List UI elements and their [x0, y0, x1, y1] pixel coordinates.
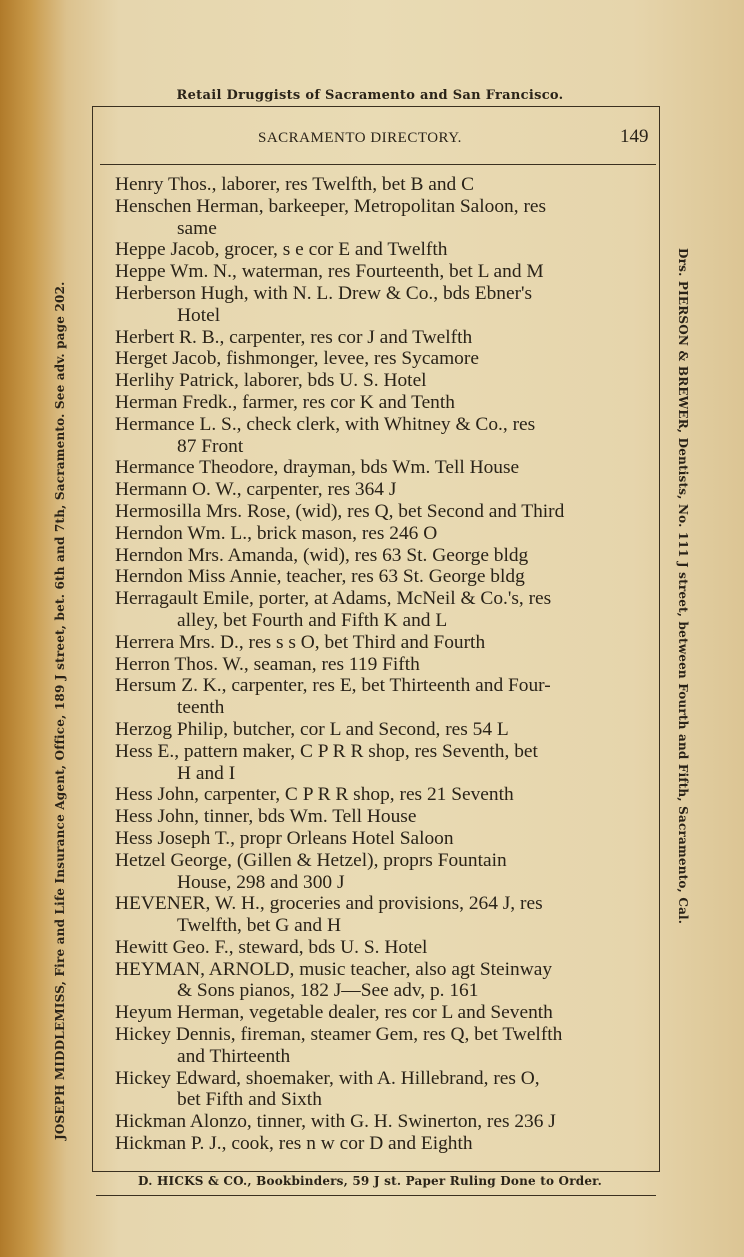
entry-line: Hermosilla Mrs. Rose, (wid), res Q, bet Second and Third	[115, 500, 565, 522]
directory-entry	[115, 1111, 645, 1133]
directory-entry	[115, 327, 645, 349]
directory-entry	[115, 501, 645, 523]
running-header-title: SACRAMENTO DIRECTORY.	[258, 130, 462, 146]
directory-entry	[115, 654, 645, 676]
directory-entry	[115, 632, 645, 654]
entry-line: Hickey Edward, shoemaker, with A. Hillebrand, res O,	[115, 1067, 540, 1089]
directory-entry	[115, 174, 645, 196]
bottom-advertisement-banner: D. HICKS & CO., Bookbinders, 59 J st. Paper Ruling Done to Order.	[138, 1174, 602, 1188]
entry-continuation-line: and Thirteenth	[177, 1045, 291, 1067]
entry-line: Hickman Alonzo, tinner, with G. H. Swinerton, res 236 J	[115, 1111, 556, 1133]
entry-line: Herndon Mrs. Amanda, (wid), res 63 St. George bldg	[115, 544, 529, 566]
directory-entry	[115, 741, 645, 785]
entry-line: Hess John, tinner, bds Wm. Tell House	[115, 806, 417, 828]
entry-line: Herberson Hugh, with N. L. Drew & Co., bds Ebner's	[115, 282, 533, 304]
entry-line: Hess Joseph T., propr Orleans Hotel Saloon	[115, 827, 454, 849]
entry-line: Hess John, carpenter, C P R R shop, res 21 Seventh	[115, 784, 514, 806]
entry-line: Hickman P. J., cook, res n w cor D and Eighth	[115, 1133, 473, 1155]
directory-entry	[115, 370, 645, 392]
entry-line: Hetzel George, (Gillen & Hetzel), proprs Fountain	[115, 849, 507, 871]
entry-line: Herlihy Patrick, laborer, bds U. S. Hotel	[115, 370, 427, 392]
directory-entry	[115, 1024, 645, 1068]
entry-continuation-line: Twelfth, bet G and H	[177, 915, 341, 937]
directory-entry	[115, 1002, 645, 1024]
entry-line: Herndon Wm. L., brick mason, res 246 O	[115, 522, 438, 544]
header-rule	[100, 164, 656, 165]
entry-continuation-line: teenth	[177, 697, 225, 719]
entry-line: Henry Thos., laborer, res Twelfth, bet B and C	[115, 174, 475, 195]
directory-entry	[115, 806, 645, 828]
left-margin-advertisement: JOSEPH MIDDLEMISS, Fire and Life Insurance Agent, Office, 189 J street, bet. 6th and 7th, Sacramento. See adv. page 202.	[53, 281, 67, 1140]
directory-entry	[115, 828, 645, 850]
entry-line: Herbert R. B., carpenter, res cor J and Twelfth	[115, 326, 473, 348]
entry-continuation-line: Hotel	[177, 304, 221, 326]
entry-continuation-line: House, 298 and 300 J	[177, 871, 345, 893]
entry-line: Hermann O. W., carpenter, res 364 J	[115, 479, 397, 501]
entry-line: Herron Thos. W., seaman, res 119 Fifth	[115, 653, 420, 675]
top-advertisement-banner: Retail Druggists of Sacramento and San Francisco.	[176, 88, 564, 103]
entry-line: Henschen Herman, barkeeper, Metropolitan Saloon, res	[115, 195, 547, 217]
entry-line: HEVENER, W. H., groceries and provisions, 264 J, res	[115, 893, 543, 915]
directory-entry	[115, 959, 645, 1003]
entry-continuation-line: alley, bet Fourth and Fifth K and L	[177, 609, 448, 631]
directory-entry	[115, 239, 645, 261]
entry-continuation-line: 87 Front	[177, 435, 244, 457]
directory-entry	[115, 588, 645, 632]
entry-line: HEYMAN, ARNOLD, music teacher, also agt Steinway	[115, 958, 553, 980]
entry-line: Heppe Wm. N., waterman, res Fourteenth, bet L and M	[115, 261, 544, 283]
entry-line: Herrera Mrs. D., res s s O, bet Third and Fourth	[115, 631, 486, 653]
directory-entry	[115, 1133, 645, 1155]
entry-line: Hermance L. S., check clerk, with Whitney & Co., res	[115, 413, 536, 435]
entry-line: Herndon Miss Annie, teacher, res 63 St. George bldg	[115, 566, 525, 588]
directory-entry	[115, 545, 645, 567]
entry-line: Hess E., pattern maker, C P R R shop, res Seventh, bet	[115, 740, 538, 762]
entry-line: Herzog Philip, butcher, cor L and Second, res 54 L	[115, 718, 509, 740]
directory-entry	[115, 392, 645, 414]
entry-continuation-line: same	[177, 217, 217, 239]
directory-entry	[115, 566, 645, 588]
directory-entry	[115, 893, 645, 937]
entry-continuation-line: & Sons pianos, 182 J—See adv, p. 161	[177, 980, 479, 1002]
directory-entry	[115, 850, 645, 894]
entry-line: Hewitt Geo. F., steward, bds U. S. Hotel	[115, 936, 428, 958]
entry-continuation-line: H and I	[177, 762, 236, 784]
directory-entry	[115, 479, 645, 501]
entry-line: Herman Fredk., farmer, res cor K and Tenth	[115, 391, 455, 413]
entry-line: Heppe Jacob, grocer, s e cor E and Twelfth	[115, 239, 448, 261]
directory-entry	[115, 261, 645, 283]
directory-entry	[115, 414, 645, 458]
right-margin-advertisement: Drs. PIERSON & BREWER, Dentists, No. 111 J street, between Fourth and Fifth, Sacramento, Cal.	[676, 248, 690, 925]
entry-continuation-line: bet Fifth and Sixth	[177, 1089, 322, 1111]
entry-line: Hersum Z. K., carpenter, res E, bet Thirteenth and Four-	[115, 675, 551, 697]
entry-line: Herragault Emile, porter, at Adams, McNeil & Co.'s, res	[115, 588, 552, 610]
footer-rule	[96, 1195, 656, 1196]
directory-entry	[115, 937, 645, 959]
directory-entry	[115, 675, 645, 719]
directory-entry	[115, 348, 645, 370]
directory-entry	[115, 196, 645, 240]
directory-entry	[115, 283, 645, 327]
entry-line: Herget Jacob, fishmonger, levee, res Sycamore	[115, 348, 479, 370]
directory-entry	[115, 457, 645, 479]
directory-entry	[115, 523, 645, 545]
directory-entry	[115, 1068, 645, 1112]
directory-entries	[115, 174, 645, 1155]
entry-line: Heyum Herman, vegetable dealer, res cor L and Seventh	[115, 1002, 553, 1024]
page-number: 149	[620, 126, 649, 147]
directory-entry	[115, 719, 645, 741]
entry-line: Hermance Theodore, drayman, bds Wm. Tell House	[115, 457, 520, 479]
entry-line: Hickey Dennis, fireman, steamer Gem, res Q, bet Twelfth	[115, 1024, 563, 1046]
directory-entry	[115, 784, 645, 806]
